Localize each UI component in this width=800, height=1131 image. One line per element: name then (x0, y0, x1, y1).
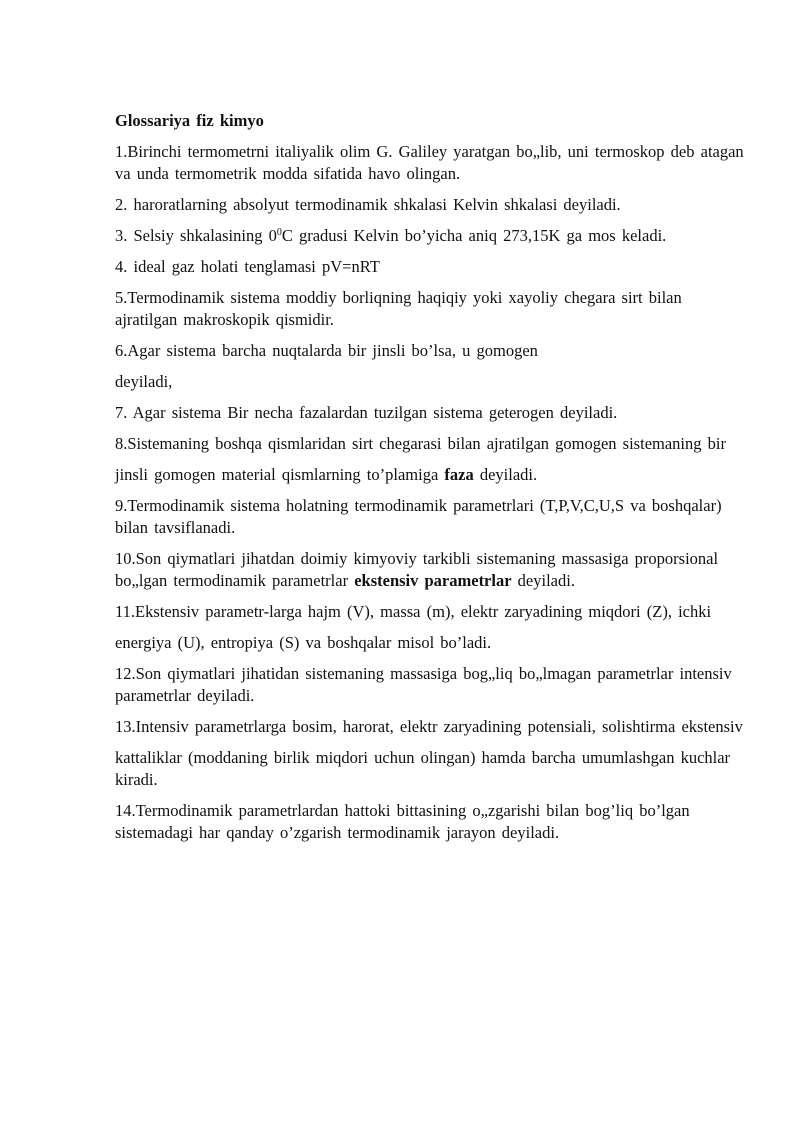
glossary-item-11: 11.Ekstensiv parametr-larga hajm (V), massa (m), elektr zaryadining miqdori (Z), ichki (115, 602, 712, 621)
glossary-item-4: 4. ideal gaz holati tenglamasi pV=nRT (115, 257, 380, 276)
glossary-item-3-text-b: C gradusi Kelvin bo’yicha aniq 273,15K ga mos keladi. (281, 226, 667, 245)
glossary-item-8-text-a: jinsli gomogen material qismlarning to’plamiga (115, 465, 445, 484)
glossary-item-12: 12.Son qiymatlari jihatidan sistemaning massasiga bog„liq bo„lmagan parametrlar intensiv parametrlar deyiladi. (115, 664, 732, 705)
glossary-item-3-text-a: 3. Selsiy shkalasining 0 (115, 226, 277, 245)
glossary-item-5: 5.Termodinamik sistema moddiy borliqning haqiqiy yoki xayoliy chegara sirt bilan ajratilgan makroskopik qismidir. (115, 288, 682, 329)
glossary-item-8-text-b: deyiladi. (473, 465, 538, 484)
glossary-item-9: 9.Termodinamik sistema holatning termodinamik parametrlari (T,P,V,C,U,S va boshqalar) bilan tavsiflanadi. (115, 496, 722, 537)
glossary-item-10-text-a: 10.Son qiymatlari jihatdan doimiy kimyoviy tarkibli sistemaning massasiga proporsional bo„lgan termodinamik parametrlar (115, 549, 719, 590)
glossary-item-13-continuation: kattaliklar (moddaning birlik miqdori uchun olingan) hamda barcha umumlashgan kuchlar kiradi. (115, 748, 731, 789)
degree-superscript: 0 (276, 227, 282, 238)
glossary-item-2: 2. haroratlarning absolyut termodinamik shkalasi Kelvin shkalasi deyiladi. (115, 195, 621, 214)
glossary-item-10-text-b: deyiladi. (511, 571, 575, 590)
glossary-item-8: 8.Sistemaning boshqa qismlaridan sirt chegarasi bilan ajratilgan gomogen sistemaning bir (115, 434, 726, 453)
document-title: Glossariya fiz kimyo (115, 111, 264, 130)
glossary-item-8-continuation (115, 464, 745, 486)
glossary-item-6: 6.Agar sistema barcha nuqtalarda bir jinsli bo’lsa, u gomogen (115, 341, 538, 360)
document-page (115, 110, 745, 853)
glossary-item-7: 7. Agar sistema Bir necha fazalardan tuzilgan sistema geterogen deyiladi. (115, 403, 618, 422)
glossary-item-1: 1.Birinchi termometrni italiyalik olim G. Galiley yaratgan bo„lib, uni termoskop deb atagan va unda termometrik modda sifatida havo olingan. (115, 142, 744, 183)
glossary-item-14: 14.Termodinamik parametrlardan hattoki bittasining o„zgarishi bilan bog’liq bo’lgan sistemadagi har qanday o’zgarish termodinamik jarayon deyiladi. (115, 801, 690, 842)
glossary-item-11-continuation: energiya (U), entropiya (S) va boshqalar misol bo’ladi. (115, 633, 492, 652)
glossary-item-6-continuation: deyiladi, (115, 372, 173, 391)
term-ekstensiv-parametrlar: ekstensiv parametrlar (354, 571, 512, 590)
glossary-item-10 (115, 548, 745, 592)
glossary-item-3 (115, 225, 745, 247)
term-faza: faza (444, 465, 474, 484)
glossary-item-13: 13.Intensiv parametrlarga bosim, harorat, elektr zaryadining potensiali, solishtirma ekstensiv (115, 717, 743, 736)
